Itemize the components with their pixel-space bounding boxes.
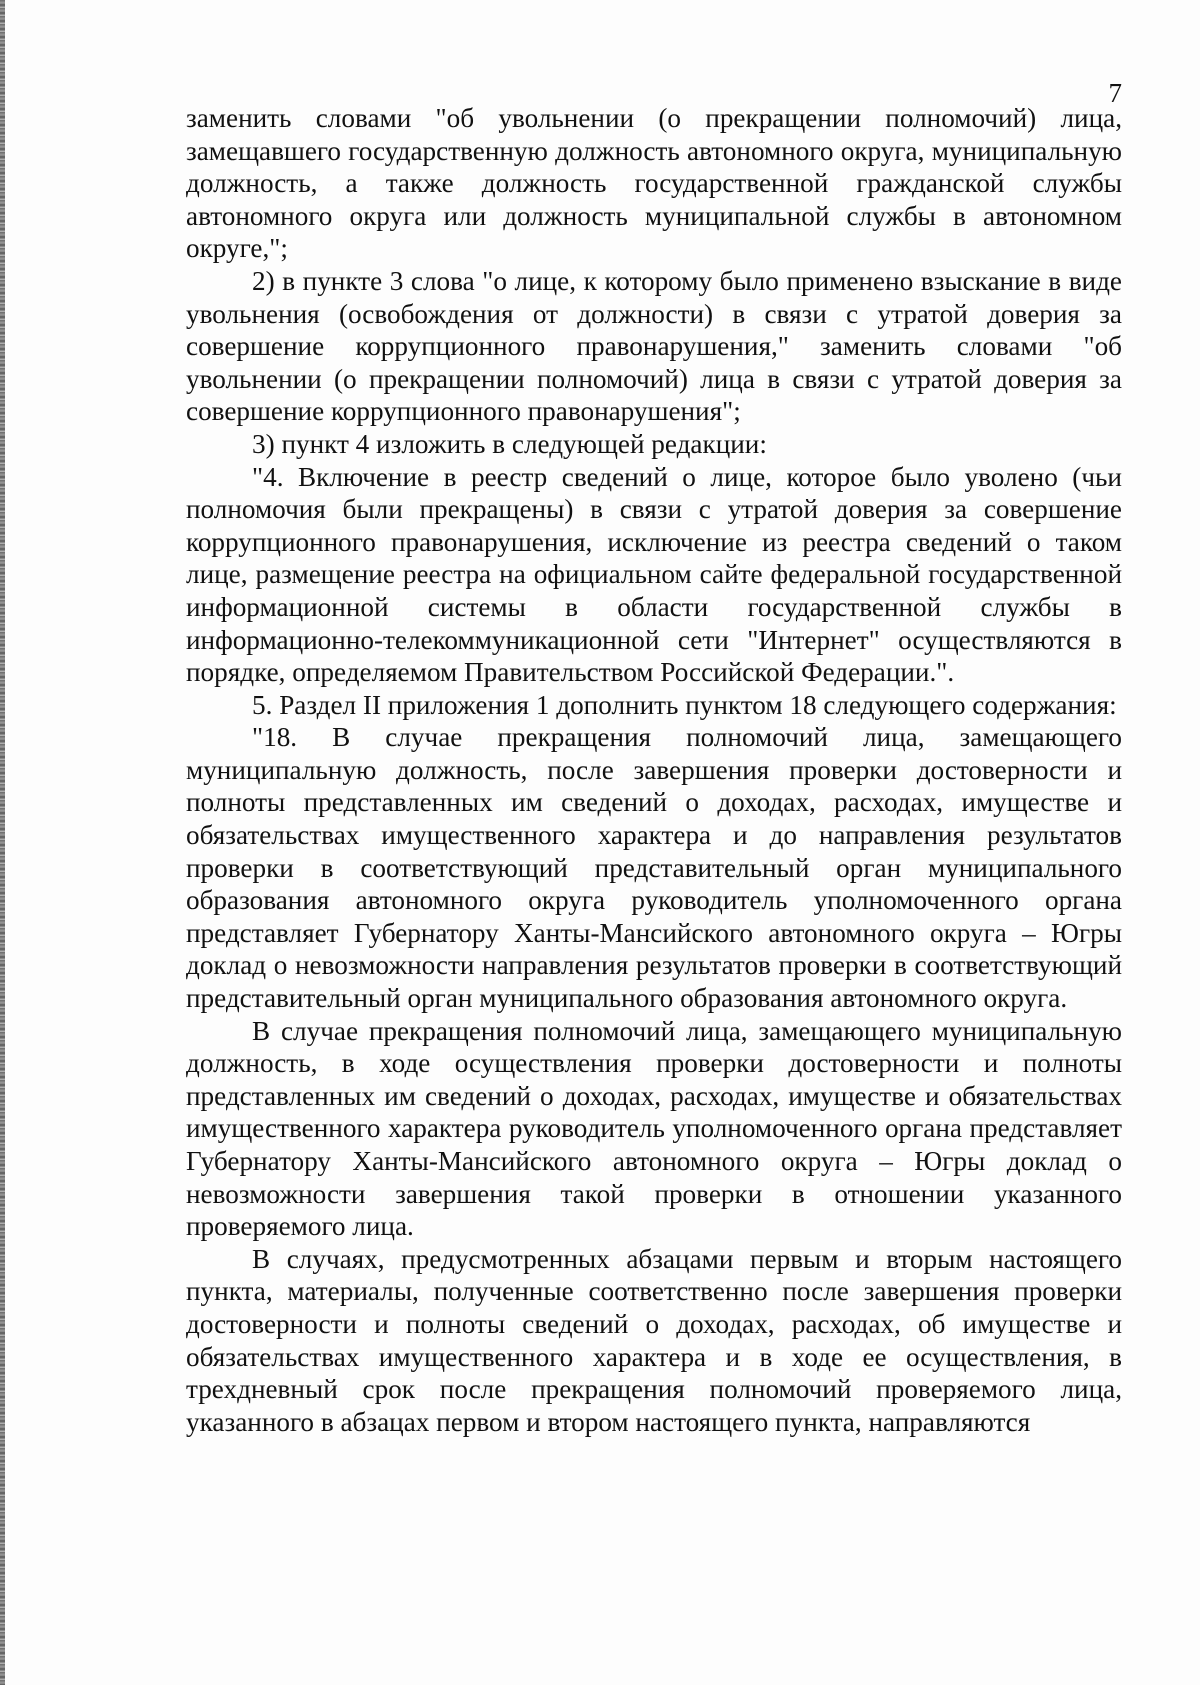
page-number: 7 [1108,78,1122,108]
paragraph-continuation: заменить словами "об увольнении (о прекращении полномочий) лица, замещавшего государственную должность автономного округа, муниципальную должность, а также должность государственной гражданской службы автономного округа или должность муниципальной службы в автономном округе,"; [186,103,1122,264]
paragraph-clause-18-second: В случае прекращения полномочий лица, замещающего муниципальную должность, в ходе осуществления проверки достоверности и полноты представленных им сведений о доходах, расходах, имуществе и обязательствах имущественного характера руководитель уполномоченного органа представляет Губернатору Ханты-Мансийского автономного округа – Югры доклад о невозможности завершения такой проверки в отношении указанного проверяемого лица. [186,1015,1122,1242]
paragraph-quoted-clause-4: "4. Включение в реестр сведений о лице, которое было уволено (чьи полномочия были прекращены) в связи с утратой доверия за совершение коррупционного правонарушения, исключение из реестра сведений о таком лице, размещение реестра на официальном сайте федеральной государственной информационной системы в области государственной службы в информационно-телекоммуникационной сети "Интернет" осуществляются в порядке, определяемом Правительством Российской Федерации.". [186,461,1122,688]
paragraph-item-2: 2) в пункте 3 слова "о лице, к которому было применено взыскание в виде увольнения (освобождения от должности) в связи с утратой доверия за совершение коррупционного правонарушения," заменить словами "об увольнении (о прекращении полномочий) лица в связи с утратой доверия за совершение коррупционного правонарушения"; [186,265,1122,427]
scan-edge-artifact [0,0,5,1685]
document-body [186,102,1122,1438]
paragraph-clause-18-third: В случаях, предусмотренных абзацами первым и вторым настоящего пункта, материалы, полученные соответственно после завершения проверки достоверности и полноты сведений о доходах, расходах, об имуществе и обязательствах имущественного характера и в ходе ее осуществления, в трехдневный срок после прекращения полномочий проверяемого лица, указанного в абзацах первом и втором настоящего пункта, направляются [186,1243,1122,1437]
paragraph-item-3: 3) пункт 4 изложить в следующей редакции: [252,428,767,459]
paragraph-quoted-clause-18: "18. В случае прекращения полномочий лица, замещающего муниципальную должность, после завершения проверки достоверности и полноты представленных им сведений о доходах, расходах, имуществе и обязательствах имущественного характера и до направления результатов проверки в соответствующий представительный орган муниципального образования автономного округа руководитель уполномоченного органа представляет Губернатору Ханты-Мансийского автономного округа – Югры доклад о невозможности направления результатов проверки в соответствующий представительный орган муниципального образования автономного округа. [186,722,1122,1014]
paragraph-item-5: 5. Раздел II приложения 1 дополнить пунктом 18 следующего содержания: [252,689,1117,720]
